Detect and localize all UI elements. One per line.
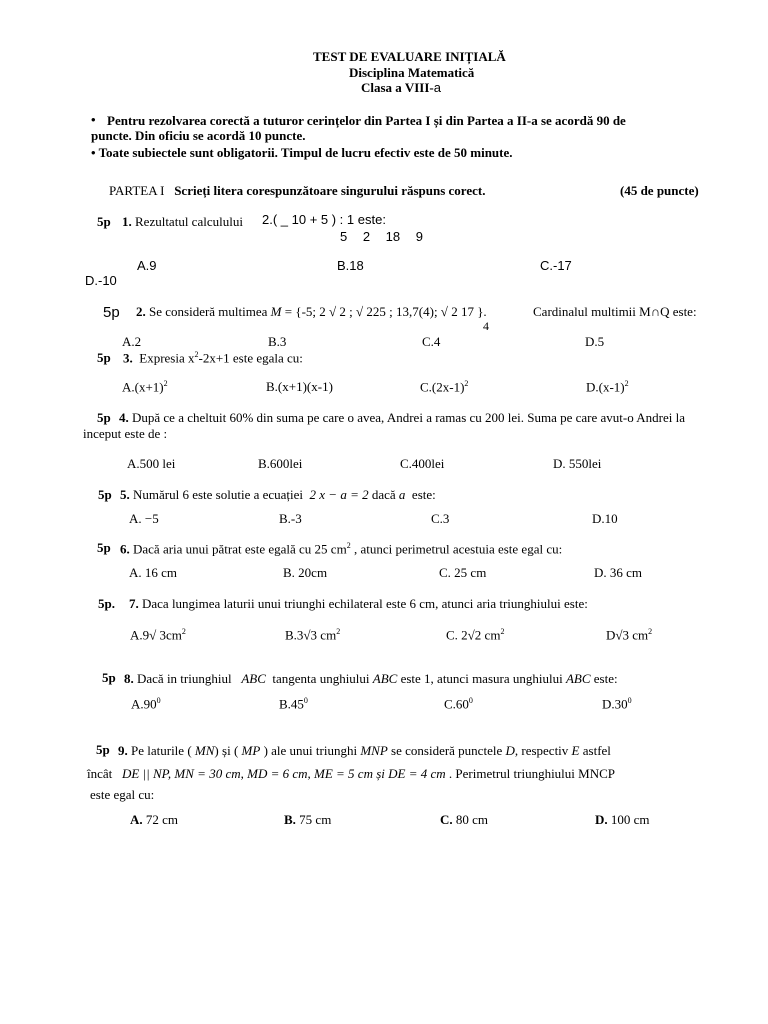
q2-option-d[interactable]: D.5 [585, 334, 605, 349]
q2-question: Cardinalul multimii M∩Q este: [533, 304, 697, 319]
q1-option-a[interactable]: A.9 [137, 258, 157, 273]
q6-option-a[interactable]: A. 16 cm [129, 565, 178, 580]
q5-text: 5. Numărul 6 este solutie a ecuației 2 x − a = 2 dacă a este: [120, 487, 436, 502]
q5-option-c[interactable]: C.3 [431, 511, 450, 526]
q6-option-d[interactable]: D. 36 cm [594, 565, 643, 580]
q3-option-c[interactable]: $C.(2x-1)^2$ [420, 379, 469, 395]
q1-expression: 2.( _ 10 + 5 ) : 1 este: [262, 212, 386, 227]
q1-denominators: 5 2 18 9 [340, 229, 423, 244]
q5-option-b[interactable]: B.-3 [279, 511, 302, 526]
q1-option-b[interactable]: B.18 [337, 258, 364, 273]
q3-option-b[interactable]: B.(x+1)(x-1) [266, 379, 333, 394]
q7-option-c[interactable]: C. 2√2 $cm^2$ [446, 627, 505, 643]
q4-points: 5p [97, 410, 111, 425]
q7-option-a[interactable]: A.9√ $3cm^2$ [130, 627, 186, 643]
q8-option-b[interactable]: $B.45^0$ [279, 696, 308, 712]
q6-option-c[interactable]: C. 25 cm [439, 565, 487, 580]
q8-option-a[interactable]: $A.90^0$ [131, 696, 161, 712]
q6-text: 6. Dacă aria unui pătrat este egală cu 25 $cm^2$ , atunci perimetrul acestuia este egal cu: [120, 541, 563, 557]
q5-points: 5p [98, 487, 112, 502]
q4-text-line-2: inceput este de : [83, 426, 168, 441]
q2-option-b[interactable]: B.3 [268, 334, 287, 349]
q7-option-b[interactable]: B.3√3 $cm^2$ [285, 627, 341, 643]
q2-points: 5p [103, 304, 120, 321]
q2-option-c[interactable]: C.4 [422, 334, 441, 349]
q2-text: 2. Se consideră multimea M = {-5; 2 √ 2 ; √ 225 ; 13,7(4); √ 2 17 }. [136, 304, 487, 319]
q9-option-d[interactable]: D. 100 cm [595, 812, 650, 827]
q8-option-c[interactable]: $C.60^0$ [444, 696, 473, 712]
q7-text: 7. Daca lungimea laturii unui triunghi echilateral este 6 cm, atunci aria triunghiului este: [129, 596, 588, 611]
instruction-bullet-icon: • [91, 112, 96, 127]
part-points: (45 de puncte) [620, 183, 699, 198]
q3-text: 3. Expresia $x^2-2x+1$ este egala cu: [123, 350, 303, 366]
q4-option-c[interactable]: C.400lei [400, 456, 445, 471]
q7-option-d[interactable]: D√3 $cm^2$ [606, 627, 653, 643]
instruction-2: • Toate subiectele sunt obligatorii. Timpul de lucru efectiv este de 50 minute. [91, 145, 513, 160]
part-heading: PARTEA I Scrieți litera corespunzătoare singurului răspuns corect. [109, 183, 486, 198]
q6-points: 5p [97, 540, 111, 555]
q9-option-b[interactable]: B. 75 cm [284, 812, 332, 827]
q2-subscript: 4 [483, 319, 489, 333]
q8-points: 5p [102, 670, 116, 685]
q4-option-d[interactable]: D. 550lei [553, 456, 602, 471]
test-title: TEST DE EVALUARE INIȚIALĂ [313, 49, 506, 64]
q9-points: 5p [96, 742, 110, 757]
discipline-line: Disciplina Matematică [349, 65, 475, 80]
q7-points: 5p. [98, 596, 115, 611]
q1-option-c[interactable]: C.-17 [540, 258, 572, 273]
q5-option-a[interactable]: A. −5 [129, 511, 159, 526]
instruction-1-line-1: Pentru rezolvarea corectă a tuturor cerințelor din Partea I și din Partea a II-a se acordă 90 de [107, 113, 626, 128]
q3-option-d[interactable]: $D.(x-1)^2$ [586, 379, 629, 395]
q9-option-a[interactable]: A. 72 cm [130, 812, 179, 827]
q8-option-d[interactable]: $D.30^0$ [602, 696, 632, 712]
class-line: Clasa a VIII-a [361, 80, 441, 95]
q3-points: 5p [97, 350, 111, 365]
q1-option-d[interactable]: D.-10 [85, 273, 117, 288]
q9-text-line-2: încât DE || NP, MN = 30 cm, MD = 6 cm, ME = 5 cm și DE = 4 cm . Perimetrul triunghiului MNCP [87, 766, 616, 781]
q9-text-line-1: 9. Pe laturile ( MN) și ( MP ) ale unui triunghi MNP se consideră punctele D, respectiv E astfel [118, 743, 611, 758]
q8-text: 8. Dacă in triunghiul ABC tangenta unghiului ABC este 1, atunci masura unghiului ABC este: [124, 671, 618, 686]
q2-option-a[interactable]: A.2 [122, 334, 142, 349]
q4-option-b[interactable]: B.600lei [258, 456, 303, 471]
q1-text: 1. Rezultatul calculului [122, 214, 243, 229]
q5-option-d[interactable]: D.10 [592, 511, 618, 526]
q1-points: 5p [97, 214, 111, 229]
q3-option-a[interactable]: $A.(x+1)^2$ [122, 379, 168, 395]
q4-text-line-1: 4. După ce a cheltuit 60% din suma pe care o avea, Andrei a ramas cu 200 lei. Suma pe care avut-o Andrei la [119, 410, 686, 425]
q4-option-a[interactable]: A.500 lei [127, 456, 176, 471]
q9-text-line-3: este egal cu: [90, 787, 155, 802]
instruction-1-line-2: puncte. Din oficiu se acordă 10 puncte. [91, 128, 306, 143]
q9-option-c[interactable]: C. 80 cm [440, 812, 489, 827]
q6-option-b[interactable]: B. 20cm [283, 565, 328, 580]
